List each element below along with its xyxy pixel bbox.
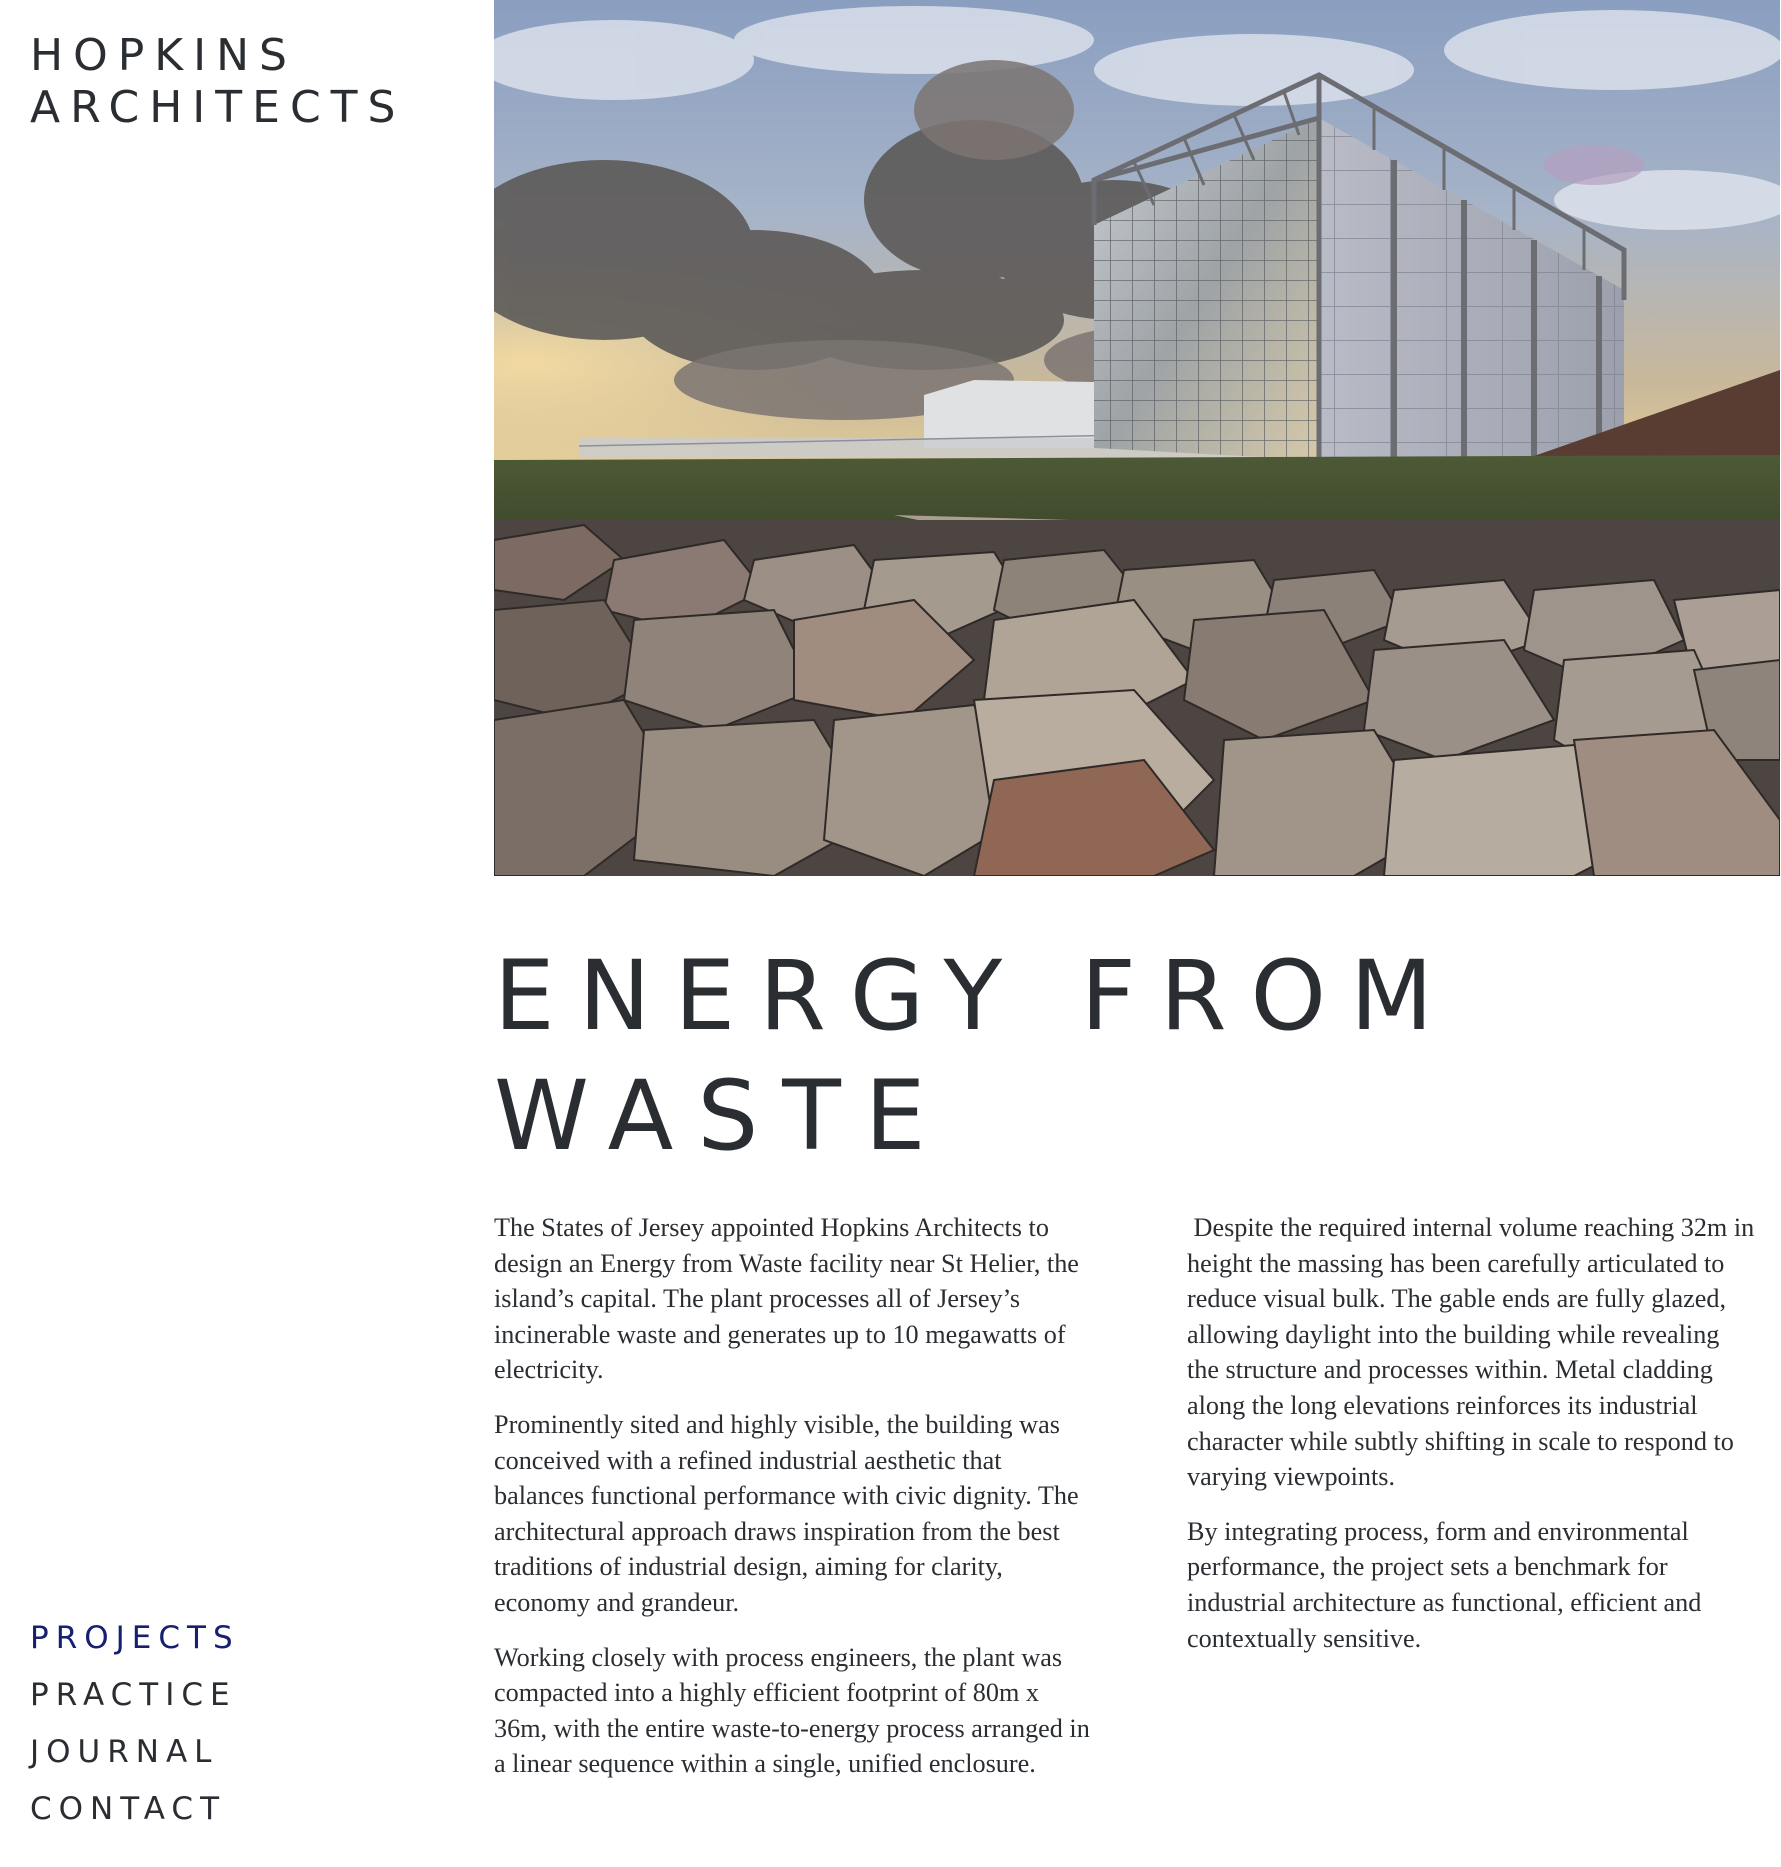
project-title-line-2: WASTE (494, 1060, 950, 1172)
brand-line-2: ARCHITECTS (30, 82, 406, 133)
nav-item-projects[interactable]: PROJECTS (30, 1620, 240, 1656)
project-title-line-1: ENERGY FROM (494, 940, 1457, 1052)
brand-logo[interactable] (30, 30, 405, 134)
main-navigation (30, 1610, 330, 1838)
description-paragraph: By integrating process, form and environmental performance, the project sets a benchmark for industrial architecture as functional, efficient and contextually sensitive. (1187, 1516, 1702, 1653)
description-paragraph: Working closely with process engineers, the plant was compacted into a highly efficient footprint of 80m x 36m, with the entire waste-to-energy process arranged in a linear sequence within a single, unified enclosure. (494, 1642, 1090, 1779)
description-left-column (494, 1210, 1094, 1801)
brand-line-1: HOPKINS (30, 30, 297, 81)
nav-item-journal[interactable]: JOURNAL (30, 1734, 219, 1770)
nav-item-practice[interactable]: PRACTICE (30, 1677, 237, 1713)
hero-image (494, 0, 1780, 876)
description-paragraph: Despite the required internal volume reaching 32m in height the massing has been carefully articulated to reduce visual bulk. The gable ends are fully glazed, allowing daylight into the building while revealing the structure and processes within. Metal cladding along the long elevations reinforces its industrial character while subtly shifting in scale to respond to varying viewpoints. (1187, 1213, 1761, 1492)
nav-item-contact[interactable]: CONTACT (30, 1791, 227, 1827)
project-title (494, 936, 1694, 1176)
description-paragraph: The States of Jersey appointed Hopkins Architects to design an Energy from Waste facility near St Helier, the island’s capital. The plant processes all of Jersey’s incinerable waste and generates up to 10 megawatts of electricity. (494, 1213, 1079, 1385)
description-paragraph: Prominently sited and highly visible, the building was conceived with a refined industrial aesthetic that balances functional performance with civic dignity. The architectural approach draws inspiration from the best traditions of industrial design, aiming for clarity, economy and grandeur. (494, 1409, 1079, 1617)
description-right-column (1187, 1210, 1761, 1675)
